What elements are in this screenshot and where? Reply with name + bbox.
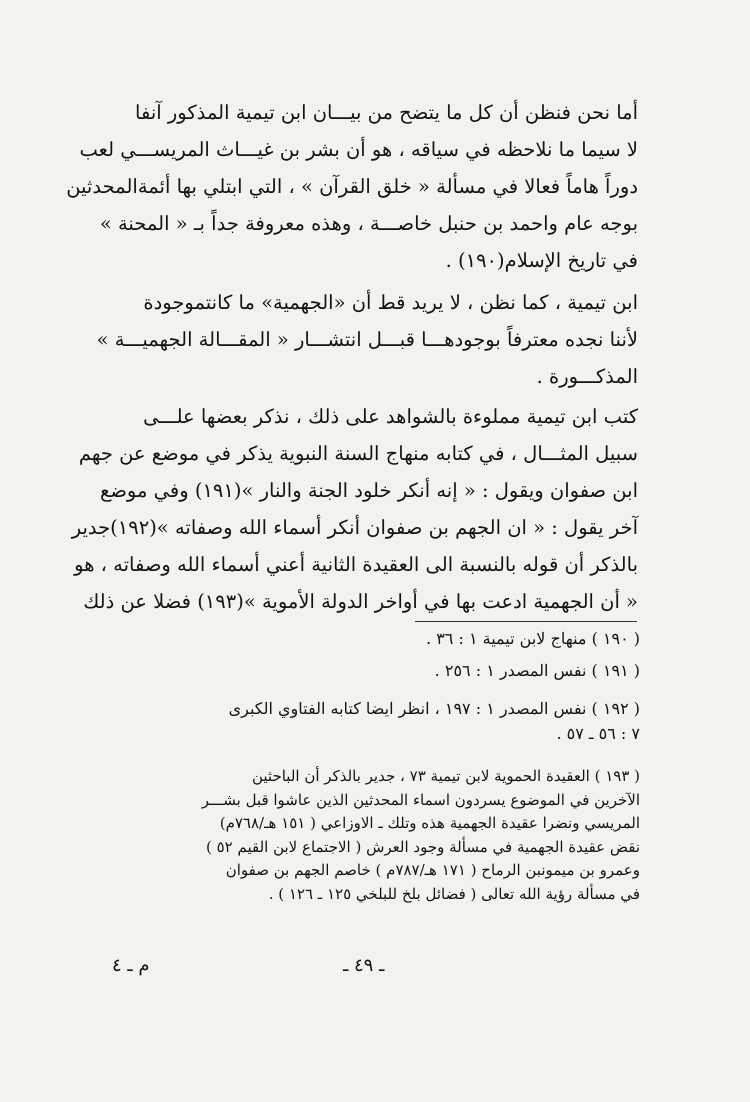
footnote-line: ( ١٩٣ ) العقيدة الحموية لابن تيمية ٧٣ ، جدير بالذكر أن الباحثين: [251, 767, 640, 785]
footnote-line: وعمرو بن ميمونبن الرماح ( ١٧١ هـ/٧٨٧م ) خاصم الجهم بن صفوان: [225, 861, 640, 879]
footnote-line: ( ١٩٢ ) نفس المصدر ١ : ١٩٧ ، انظر ايضا كتابه الفتاوي الكبرى: [228, 699, 640, 718]
paragraph-1: [66, 94, 638, 279]
footnote-193: [110, 765, 640, 906]
text-line: بوجه عام واحمد بن حنبل خاصـــة ، وهذه معروفة جداً بـ « المحنة »: [99, 212, 638, 235]
text-line: أما نحن فنظن أن كل ما يتضح من بيـــان ابن تيمية المذكور آنفا: [135, 101, 638, 124]
footnote-line: نقض عقيدة الجهمية في مسألة وجود العرش ( الاجتماع لابن القيم ٥٢ ): [205, 837, 640, 856]
paragraph-3: [71, 398, 638, 620]
page-number: ـ ٤٩ ـ: [343, 955, 385, 976]
footnote-line: الآخرين في الموضوع يسردون اسماء المحدثين الذين عاشوا قبل بشـــر: [201, 790, 640, 809]
footnote-190: [110, 624, 640, 654]
footnote-line: في مسألة رؤية الله تعالى ( فضائل بلخ للبلخي ١٢٥ ـ ١٢٦ ) .: [268, 884, 640, 903]
footnote-192: [110, 696, 640, 746]
footnote-line: ( ١٩١ ) نفس المصدر ١ : ٢٥٦ .: [434, 661, 640, 680]
text-line: دوراً هاماً فعالا في مسألة « خلق القرآن » ، التي ابتلي بها أئمةالمحدثين: [66, 175, 638, 198]
text-line: لا سيما ما نلاحظه في سياقه ، هو أن بشر بن غيـــاث المريســـي لعب: [79, 138, 638, 161]
text-line: كتب ابن تيمية مملوءة بالشواهد على ذلك ، نذكر بعضها علـــى: [143, 405, 638, 428]
text-line: ابن صفوان ويقول : « إنه أنكر خلود الجنة والنار »(١٩١) وفي موضع: [99, 479, 638, 502]
footnote-line: المريسي ونضرا عقيدة الجهمية هذه وتلك ـ الاوزاعي ( ١٥١ هـ/٧٦٨م): [219, 814, 640, 832]
footnote-line: ( ١٩٠ ) منهاج لابن تيمية ١ : ٣٦ .: [426, 629, 640, 648]
footnote-191: [110, 656, 640, 686]
signature-mark: م ـ ٤: [112, 955, 150, 976]
text-line: لأننا نجده معترفاً بوجودهـــا قبـــل انتشـــار « المقـــالة الجهميـــة »: [96, 328, 638, 351]
text-line: في تاريخ الإسلام(١٩٠) .: [445, 249, 638, 272]
text-line: آخر يقول : « ان الجهم بن صفوان أنكر أسماء الله وصفاته »(١٩٢)جدير: [71, 516, 638, 539]
text-line: « أن الجهمية ادعت بها في أواخر الدولة الأموية »(١٩٣) فضلا عن ذلك: [83, 590, 638, 613]
paragraph-2: [96, 284, 638, 395]
footnote-line: ٧ : ٥٦ ـ ٥٧ .: [556, 724, 640, 743]
text-line: المذكـــورة .: [536, 365, 638, 388]
footnote-separator: [415, 621, 637, 622]
text-line: ابن تيمية ، كما نظن ، لا يريد قط أن «الجهمية» ما كانتموجودة: [143, 291, 638, 314]
text-line: سبيل المثـــال ، في كتابه منهاج السنة النبوية يذكر في موضع عن جهم: [78, 442, 638, 465]
text-line: بالذكر أن قوله بالنسبة الى العقيدة الثانية أعني أسماء الله وصفاته ، هو: [74, 553, 638, 576]
